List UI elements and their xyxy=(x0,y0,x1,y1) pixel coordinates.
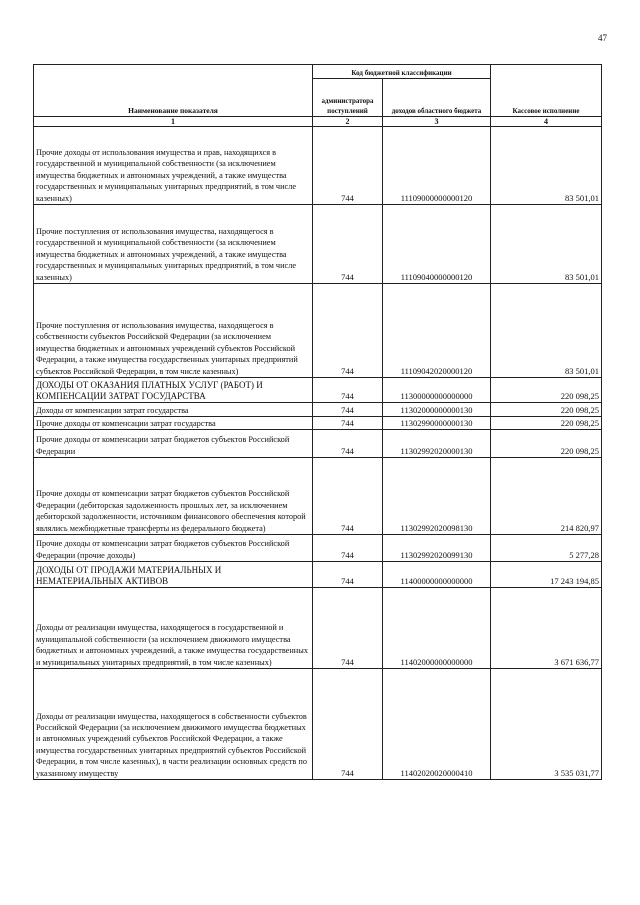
row-amount: 220 098,25 xyxy=(491,430,602,458)
row-admin-code: 744 xyxy=(313,284,383,378)
column-number-row xyxy=(34,117,602,127)
row-income-code: 11302992020098130 xyxy=(383,458,491,535)
table-row xyxy=(34,417,602,430)
row-income-code: 11302992020099130 xyxy=(383,535,491,562)
table-row xyxy=(34,562,602,588)
row-admin-code: 744 xyxy=(313,588,383,669)
row-admin-code: 744 xyxy=(313,127,383,205)
row-income-code: 11402000000000000 xyxy=(383,588,491,669)
row-name: Доходы от реализации имущества, находящегося в собственности субъектов Российской Федерации (за исключением движимого имущества бюджетных и автономных учреждений субъектов Российской Федерации, а также имущества государственных унитарных предприятий субъектов Российской Федерации, в том числе казенных), в части реализации основных средств по указанному имуществу xyxy=(34,669,313,780)
table-row xyxy=(34,284,602,378)
column-number: 3 xyxy=(383,117,491,127)
table-row xyxy=(34,535,602,562)
header-income-code: доходов областного бюджета xyxy=(383,79,491,117)
row-income-code: 11302990000000130 xyxy=(383,417,491,430)
row-amount: 17 243 194,85 xyxy=(491,562,602,588)
row-amount: 5 277,28 xyxy=(491,535,602,562)
row-income-code: 11109040000000120 xyxy=(383,205,491,284)
row-name: Доходы от компенсации затрат государства xyxy=(34,403,313,417)
row-income-code: 11109042020000120 xyxy=(383,284,491,378)
header-admin-code: администратора поступлений xyxy=(313,79,383,117)
row-name: Прочие доходы от компенсации затрат бюджетов субъектов Российской Федерации (прочие доходы) xyxy=(34,535,313,562)
table-row xyxy=(34,378,602,403)
row-amount: 83 501,01 xyxy=(491,127,602,205)
row-admin-code: 744 xyxy=(313,378,383,403)
page-number: 47 xyxy=(598,33,607,43)
row-amount: 214 820,97 xyxy=(491,458,602,535)
row-income-code: 11400000000000000 xyxy=(383,562,491,588)
row-name: Прочие доходы от компенсации затрат бюджетов субъектов Российской Федерации xyxy=(34,430,313,458)
row-admin-code: 744 xyxy=(313,417,383,430)
row-name: Прочие поступления от использования имущества, находящегося в государственной и муниципальной собственности (за исключением имущества бюджетных и автономных учреждений, а также имущества государственных и муниципальных унитарных предприятий, в том числе казенных) xyxy=(34,205,313,284)
row-admin-code: 744 xyxy=(313,403,383,417)
row-amount: 220 098,25 xyxy=(491,378,602,403)
row-amount: 83 501,01 xyxy=(491,205,602,284)
row-admin-code: 744 xyxy=(313,205,383,284)
row-income-code: 11402020020000410 xyxy=(383,669,491,780)
header-cash-execution: Кассовое исполнение xyxy=(491,65,602,117)
row-amount: 83 501,01 xyxy=(491,284,602,378)
row-name: Доходы от реализации имущества, находящегося в государственной и муниципальной собственности (за исключением движимого имущества бюджетных и автономных учреждений, а также имущества государственных и муниципальных унитарных предприятий, в том числе казенных) xyxy=(34,588,313,669)
row-name: ДОХОДЫ ОТ ПРОДАЖИ МАТЕРИАЛЬНЫХ И НЕМАТЕРИАЛЬНЫХ АКТИВОВ xyxy=(34,562,313,588)
header-classification-code: Код бюджетной классификации xyxy=(313,65,491,79)
row-income-code: 11302992020000130 xyxy=(383,430,491,458)
table-row xyxy=(34,669,602,780)
row-amount: 3 535 031,77 xyxy=(491,669,602,780)
header-indicator-name: Наименование показателя xyxy=(34,65,313,117)
row-name: Прочие поступления от использования имущества, находящегося в собственности субъектов Российской Федерации (за исключением имущества бюджетных и автономных учреждений субъектов Российской Федерации, а также имущества государственных унитарных предприятий субъектов Российской Федерации, в том числе казенных) xyxy=(34,284,313,378)
table-row xyxy=(34,588,602,669)
row-name: Прочие доходы от компенсации затрат государства xyxy=(34,417,313,430)
table-row xyxy=(34,403,602,417)
row-name: ДОХОДЫ ОТ ОКАЗАНИЯ ПЛАТНЫХ УСЛУГ (РАБОТ) И КОМПЕНСАЦИИ ЗАТРАТ ГОСУДАРСТВА xyxy=(34,378,313,403)
table-row xyxy=(34,205,602,284)
row-amount: 220 098,25 xyxy=(491,403,602,417)
column-number: 4 xyxy=(491,117,602,127)
row-income-code: 11302000000000130 xyxy=(383,403,491,417)
row-admin-code: 744 xyxy=(313,535,383,562)
row-income-code: 11300000000000000 xyxy=(383,378,491,403)
row-amount: 220 098,25 xyxy=(491,417,602,430)
row-name: Прочие доходы от использования имущества и прав, находящихся в государственной и муниципальной собственности (за исключением имущества бюджетных и автономных учреждений, а также имущества государственных и муниципальных унитарных предприятий, в том числе казенных) xyxy=(34,127,313,205)
column-number: 1 xyxy=(34,117,313,127)
column-number: 2 xyxy=(313,117,383,127)
row-amount: 3 671 636,77 xyxy=(491,588,602,669)
row-admin-code: 744 xyxy=(313,562,383,588)
row-income-code: 11109000000000120 xyxy=(383,127,491,205)
table-row xyxy=(34,458,602,535)
row-admin-code: 744 xyxy=(313,669,383,780)
budget-execution-table xyxy=(33,64,602,780)
row-admin-code: 744 xyxy=(313,430,383,458)
table-row xyxy=(34,127,602,205)
table-row xyxy=(34,430,602,458)
row-name: Прочие доходы от компенсации затрат бюджетов субъектов Российской Федерации (дебиторская задолженность прошлых лет, за исключением дебиторской задолженности, источником финансового обеспечения которой являлись межбюджетные трансферты из федерального бюджета) xyxy=(34,458,313,535)
row-admin-code: 744 xyxy=(313,458,383,535)
